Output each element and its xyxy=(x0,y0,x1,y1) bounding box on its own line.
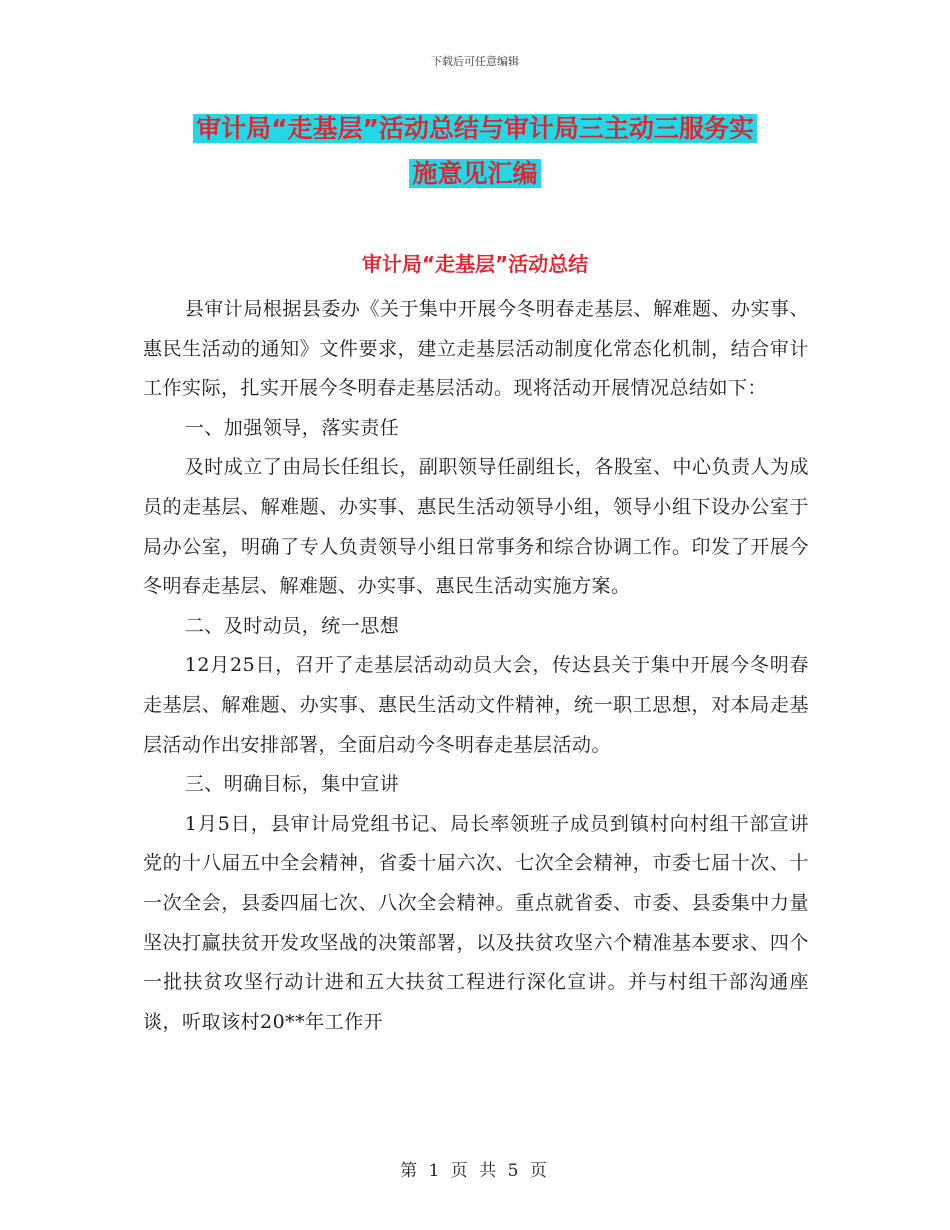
heading-3: 三、明确目标，集中宣讲 xyxy=(184,773,400,796)
paragraph-1: 及时成立了由局长任组长，副职领导任副组长，各股室、中心负责人为成员的走基层、解难题、办实事、惠民生活动领导小组，领导小组下设办公室于局办公室，明确了专人负责领导小组日常事务和综合协调工作。印发了开展今冬明春走基层、解难题、办实事、惠民生活动实施方案。 xyxy=(143,456,809,598)
paragraph-2: 12月25日，召开了走基层活动动员大会，传达县关于集中开展今冬明春走基层、解难题、办实事、惠民生活动文件精神，统一职工思想，对本局走基层活动作出安排部署，全面启动今冬明春走基层活动。 xyxy=(143,654,809,756)
heading-2: 二、及时动员，统一思想 xyxy=(184,614,400,637)
document-title-line-2 xyxy=(0,157,950,191)
document-title-line-1-text: 审计局“走基层”活动总结与审计局三主动三服务实 xyxy=(193,114,757,143)
paragraph-3: 1月5日，县审计局党组书记、局长率领班子成员到镇村向村组干部宣讲党的十八届五中全会精神，省委十届六次、七次全会精神，市委七届十次、十一次全会，县委四届七次、八次全会精神。重点就省委、市委、县委集中力量坚决打赢扶贫开发攻坚战的决策部署，以及扶贫攻坚六个精准基本要求、四个一批扶贫攻坚行动计进和五大扶贫工程进行深化宣讲。并与村组干部沟通座谈，听取该村20**年工作开 xyxy=(143,812,809,1033)
section-title: 审计局“走基层”活动总结 xyxy=(361,252,589,276)
document-body xyxy=(143,290,809,1042)
document-title-line-2-text: 施意见汇编 xyxy=(409,159,540,188)
page-number-footer: 第 1 页 共 5 页 xyxy=(400,1161,550,1181)
header-note: 下载后可任意编辑 xyxy=(431,55,519,68)
heading-1: 一、加强领导，落实责任 xyxy=(184,416,400,439)
document-title-line-1 xyxy=(0,112,950,146)
paragraph-intro: 县审计局根据县委办《关于集中开展今冬明春走基层、解难题、办实事、惠民生活动的通知》文件要求，建立走基层活动制度化常态化机制，结合审计工作实际，扎实开展今冬明春走基层活动。现将活动开展情况总结如下： xyxy=(143,298,809,400)
